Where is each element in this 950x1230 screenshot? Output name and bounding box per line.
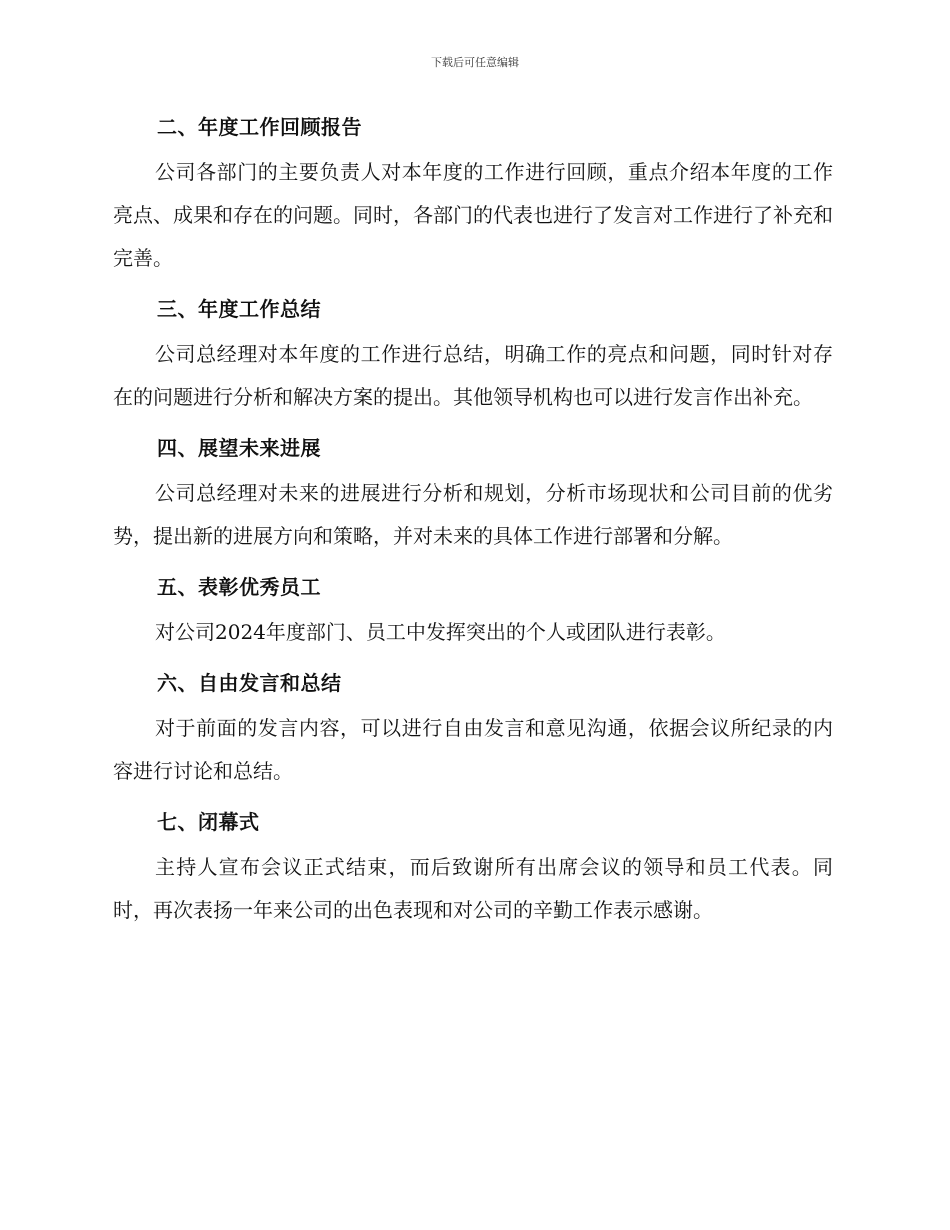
section-2 — [113, 108, 833, 280]
header-note: 下载后可任意编辑 — [431, 56, 519, 69]
section-paragraph: 对公司2024年度部门、员工中发挥突出的个人或团队进行表彰。 — [155, 620, 726, 644]
document-body — [113, 108, 833, 942]
section-heading: 五、表彰优秀员工 — [157, 575, 321, 599]
section-7 — [113, 803, 833, 932]
section-paragraph: 公司总经理对本年度的工作进行总结，明确工作的亮点和问题，同时针对存在的问题进行分析和解决方案的提出。其他领导机构也可以进行发言作出补充。 — [113, 342, 833, 409]
section-heading: 二、年度工作回顾报告 — [157, 115, 362, 139]
section-paragraph: 对于前面的发言内容，可以进行自由发言和意见沟通，依据会议所纪录的内容进行讨论和总结。 — [113, 716, 833, 783]
section-paragraph: 主持人宣布会议正式结束，而后致谢所有出席会议的领导和员工代表。同时，再次表扬一年来公司的出色表现和对公司的辛勤工作表示感谢。 — [113, 855, 833, 922]
section-heading: 六、自由发言和总结 — [157, 671, 342, 695]
section-heading: 三、年度工作总结 — [157, 297, 321, 321]
section-4 — [113, 429, 833, 558]
section-paragraph: 公司总经理对未来的进展进行分析和规划，分析市场现状和公司目前的优劣势，提出新的进展方向和策略，并对未来的具体工作进行部署和分解。 — [113, 481, 833, 548]
section-heading: 四、展望未来进展 — [157, 436, 321, 460]
section-paragraph: 公司各部门的主要负责人对本年度的工作进行回顾，重点介绍本年度的工作亮点、成果和存在的问题。同时，各部门的代表也进行了发言对工作进行了补充和完善。 — [113, 160, 833, 270]
section-3 — [113, 290, 833, 419]
section-5 — [113, 568, 833, 654]
section-6 — [113, 664, 833, 793]
section-heading: 七、闭幕式 — [157, 810, 260, 834]
